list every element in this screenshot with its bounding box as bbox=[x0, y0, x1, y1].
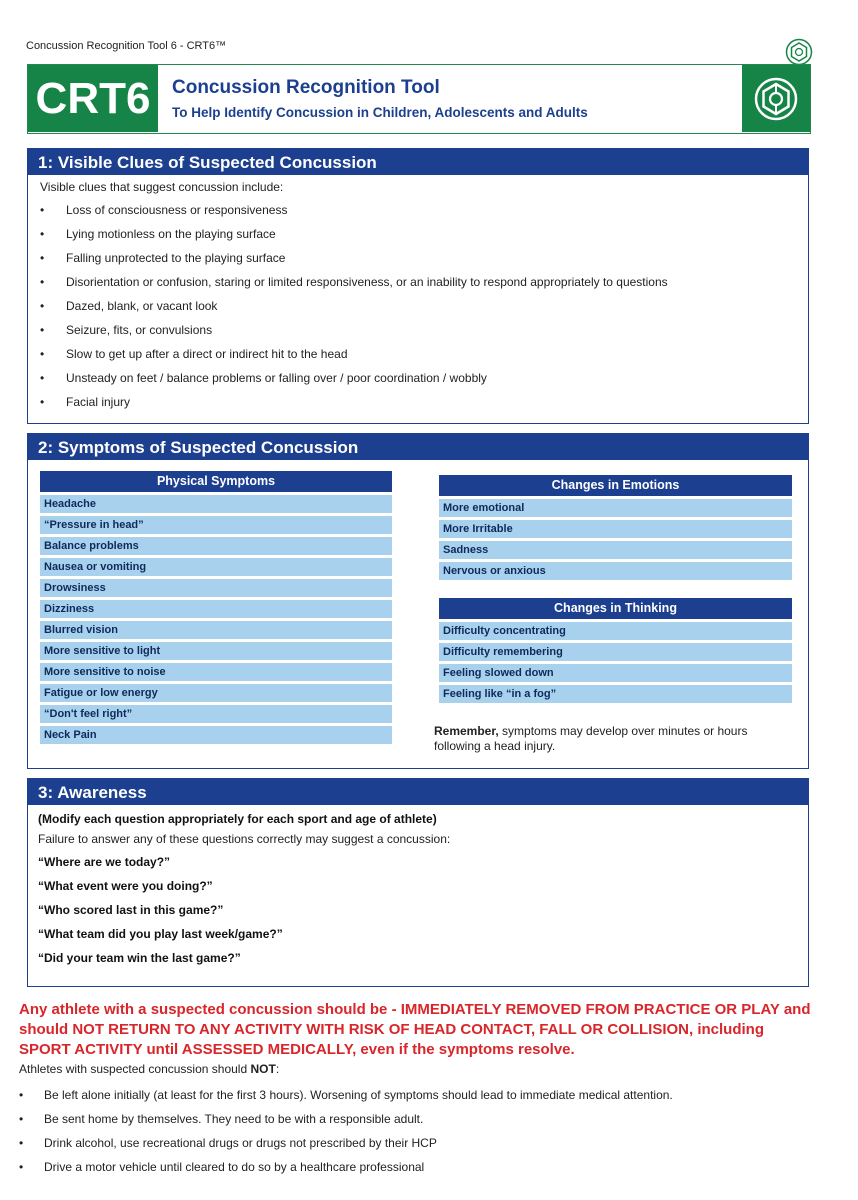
list-item: • Disorientation or confusion, staring or limited responsiveness, or an inability to respond appropriately to questions bbox=[40, 275, 668, 289]
document-header-text: Concussion Recognition Tool 6 - CRT6™ bbox=[26, 40, 227, 52]
table-row: Drowsiness bbox=[40, 579, 392, 597]
table-row: Fatigue or low energy bbox=[40, 684, 392, 702]
section-heading: 2: Symptoms of Suspected Concussion bbox=[28, 434, 808, 460]
physical-symptoms-table bbox=[40, 471, 392, 744]
page-title: Concussion Recognition Tool bbox=[172, 77, 440, 98]
table-row: Feeling slowed down bbox=[439, 664, 792, 682]
list-item: • Loss of consciousness or responsiveness bbox=[40, 203, 288, 217]
list-item: • Drink alcohol, use recreational drugs or drugs not prescribed by their HCP bbox=[19, 1136, 437, 1150]
list-item: • Be sent home by themselves. They need to be with a responsible adult. bbox=[19, 1112, 424, 1126]
thinking-table bbox=[439, 598, 792, 703]
should-not-list bbox=[0, 1083, 858, 1179]
list-item: • Lying motionless on the playing surface bbox=[40, 227, 276, 241]
header-logo bbox=[742, 65, 810, 132]
list-item: • Seizure, fits, or convulsions bbox=[40, 323, 213, 337]
list-item: • Be left alone initially (at least for the first 3 hours). Worsening of symptoms should lead to immediate medical attention. bbox=[19, 1088, 673, 1102]
page-subtitle: To Help Identify Concussion in Children, Adolescents and Adults bbox=[172, 105, 588, 120]
list-item: • Drive a motor vehicle until cleared to do so by a healthcare professional bbox=[19, 1160, 425, 1174]
awareness-question: “Where are we today?” bbox=[38, 855, 171, 869]
should-not-intro: Athletes with suspected concussion should NOT: bbox=[19, 1062, 280, 1076]
table-row: “Don't feel right” bbox=[40, 705, 392, 723]
table-row: Neck Pain bbox=[40, 726, 392, 744]
list-item: • Dazed, blank, or vacant look bbox=[40, 299, 218, 313]
modify-note: (Modify each question appropriately for each sport and age of athlete) bbox=[38, 812, 437, 826]
title-banner bbox=[27, 64, 811, 134]
hexagon-emblem-icon bbox=[785, 38, 813, 66]
table-row: Balance problems bbox=[40, 537, 392, 555]
emotions-table bbox=[439, 475, 792, 580]
table-header: Changes in Emotions bbox=[439, 475, 792, 496]
crt6-badge: CRT6 bbox=[28, 65, 158, 132]
table-row: Nervous or anxious bbox=[439, 562, 792, 580]
awareness-section bbox=[27, 778, 809, 987]
table-header: Physical Symptoms bbox=[40, 471, 392, 492]
table-row: More Irritable bbox=[439, 520, 792, 538]
list-item: • Falling unprotected to the playing surface bbox=[40, 251, 286, 265]
section-heading: 1: Visible Clues of Suspected Concussion bbox=[28, 149, 808, 175]
table-row: Sadness bbox=[439, 541, 792, 559]
visible-clues-list bbox=[28, 198, 808, 414]
remember-note: Remember, symptoms may develop over minutes or hours following a head injury. bbox=[434, 724, 748, 753]
hexagon-emblem-icon bbox=[751, 74, 801, 124]
list-item: • Facial injury bbox=[40, 395, 131, 409]
table-header: Changes in Thinking bbox=[439, 598, 792, 619]
table-row: Difficulty remembering bbox=[439, 643, 792, 661]
list-item: • Unsteady on feet / balance problems or falling over / poor coordination / wobbly bbox=[40, 371, 487, 385]
table-row: Blurred vision bbox=[40, 621, 392, 639]
section-intro: Failure to answer any of these questions correctly may suggest a concussion: bbox=[38, 832, 451, 846]
table-row: Headache bbox=[40, 495, 392, 513]
table-row: More sensitive to light bbox=[40, 642, 392, 660]
visible-clues-section bbox=[27, 148, 809, 424]
table-row: More sensitive to noise bbox=[40, 663, 392, 681]
awareness-question: “Who scored last in this game?” bbox=[38, 903, 224, 917]
section-heading: 3: Awareness bbox=[28, 779, 808, 805]
awareness-question: “What team did you play last week/game?” bbox=[38, 927, 283, 941]
section-intro: Visible clues that suggest concussion include: bbox=[40, 180, 284, 194]
table-row: Nausea or vomiting bbox=[40, 558, 392, 576]
removal-warning: Any athlete with a suspected concussion should be - IMMEDIATELY REMOVED FROM PRACTICE OR PLAY and should NOT RETURN TO ANY ACTIVITY WITH RISK OF HEAD CONTACT, FALL OR COLLISION, including SPORT ACTIVITY until ASSESSED MEDICALLY, even if the symptoms resolve. bbox=[19, 1001, 811, 1058]
awareness-question: “What event were you doing?” bbox=[38, 879, 213, 893]
awareness-question: “Did your team win the last game?” bbox=[38, 951, 241, 965]
list-item: • Slow to get up after a direct or indirect hit to the head bbox=[40, 347, 348, 361]
symptoms-section bbox=[27, 433, 809, 769]
table-row: Dizziness bbox=[40, 600, 392, 618]
table-row: More emotional bbox=[439, 499, 792, 517]
table-row: Feeling like “in a fog” bbox=[439, 685, 792, 703]
table-row: “Pressure in head” bbox=[40, 516, 392, 534]
table-row: Difficulty concentrating bbox=[439, 622, 792, 640]
